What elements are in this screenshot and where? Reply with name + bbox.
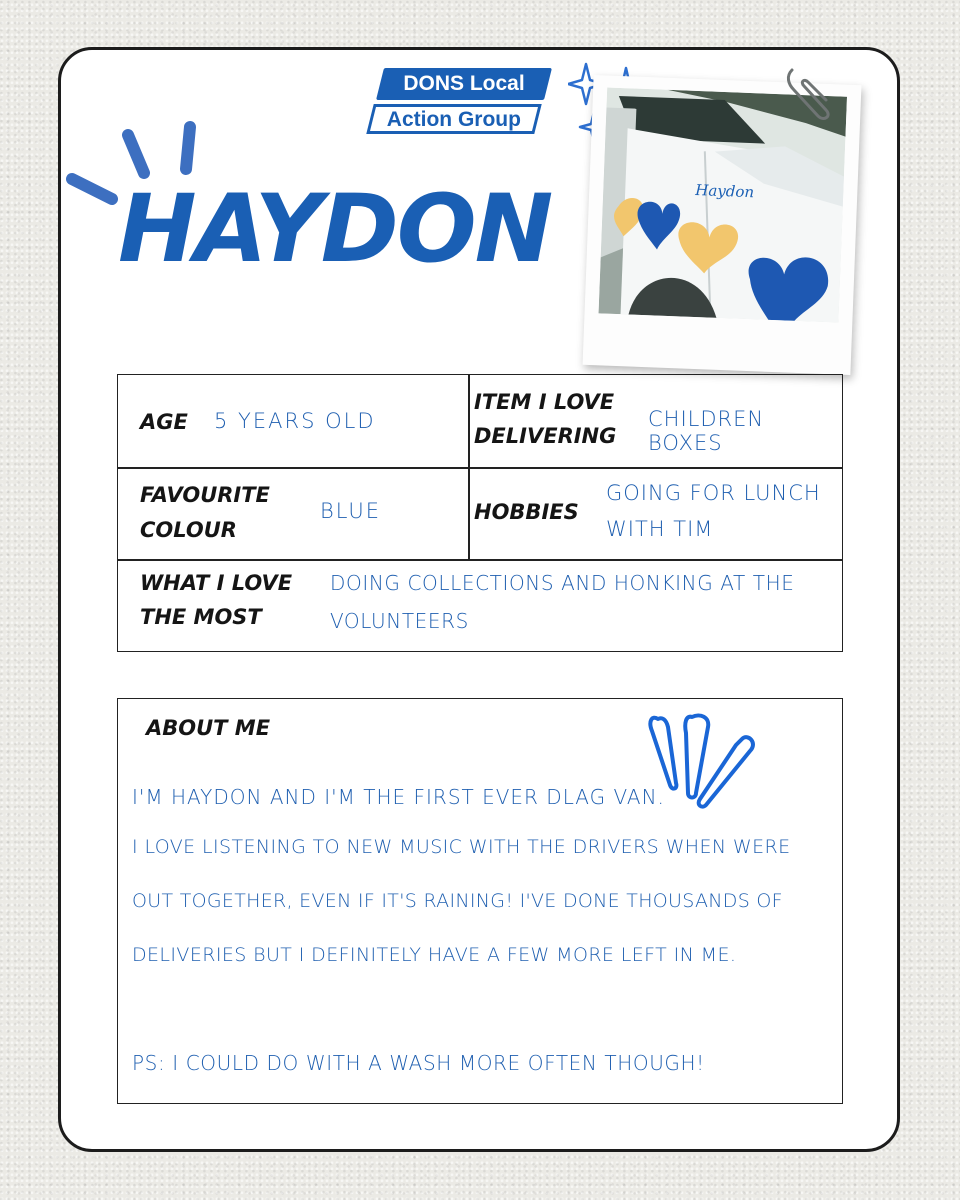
profile-table	[117, 374, 843, 652]
logo-line-2: Action Group	[386, 108, 521, 131]
about-heading: ABOUT ME	[146, 716, 271, 740]
brush-strokes-icon	[646, 705, 766, 815]
about-ps: PS: I COULD DO WITH A WASH MORE OFTEN THOUGH!	[132, 1051, 705, 1075]
item-value: CHILDREN BOXES	[648, 407, 765, 455]
about-line-4: DELIVERIES BUT I DEFINITELY HAVE A FEW MORE LEFT IN ME.	[132, 944, 737, 966]
love-label-line-2: THE MOST	[140, 605, 262, 629]
logo-line-1: DONS Local	[403, 72, 525, 95]
colour-label-line-2: COLOUR	[140, 518, 237, 542]
age-value: 5 YEARS OLD	[214, 409, 376, 433]
colour-label-line-1: FAVOURITE	[140, 483, 270, 507]
hobbies-value-line-2: WITH TIM	[606, 517, 714, 541]
age-label: AGE	[140, 410, 188, 434]
hobbies-value-line-1: GOING FOR LUNCH	[606, 481, 821, 505]
colour-value: BLUE	[320, 499, 382, 523]
van-name-text: Haydon	[694, 180, 755, 202]
dlag-logo	[365, 68, 550, 138]
hobbies-label: HOBBIES	[474, 500, 579, 524]
page-title: HAYDON	[118, 175, 552, 284]
love-label-line-1: WHAT I LOVE	[140, 571, 293, 595]
item-label-line-1: ITEM I LOVE	[474, 390, 615, 414]
about-line-3: OUT TOGETHER, EVEN IF IT'S RAINING! I'VE DONE THOUSANDS OF	[132, 890, 783, 912]
love-value-line-2: VOLUNTEERS	[330, 609, 469, 633]
paperclip-icon	[782, 60, 834, 126]
item-label-line-2: DELIVERING	[474, 424, 617, 448]
about-line-1: I'M HAYDON AND I'M THE FIRST EVER DLAG VAN.	[132, 785, 665, 809]
love-value-line-1: DOING COLLECTIONS AND HONKING AT THE	[330, 571, 795, 595]
about-line-2: I LOVE LISTENING TO NEW MUSIC WITH THE DRIVERS WHEN WERE	[132, 836, 791, 858]
